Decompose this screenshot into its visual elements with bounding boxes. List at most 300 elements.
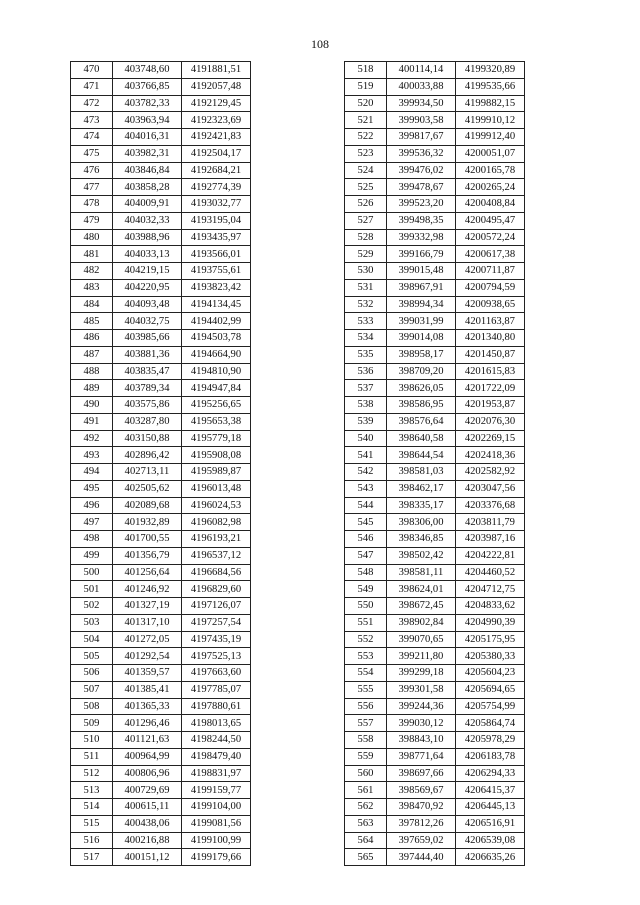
x-coordinate-cell: 398576,64	[387, 413, 456, 430]
table-row	[71, 648, 251, 665]
point-number-cell: 500	[71, 564, 113, 581]
table-row	[71, 313, 251, 330]
y-coordinate-cell: 4194810,90	[182, 363, 251, 380]
table-row	[345, 464, 525, 481]
table-row	[71, 62, 251, 79]
x-coordinate-cell: 398771,64	[387, 748, 456, 765]
table-row	[345, 196, 525, 213]
y-coordinate-cell: 4192057,48	[182, 78, 251, 95]
y-coordinate-cell: 4199912,40	[456, 129, 525, 146]
y-coordinate-cell: 4205864,74	[456, 715, 525, 732]
x-coordinate-cell: 397444,40	[387, 849, 456, 866]
x-coordinate-cell: 400729,69	[113, 782, 182, 799]
y-coordinate-cell: 4201340,80	[456, 330, 525, 347]
y-coordinate-cell: 4197257,54	[182, 614, 251, 631]
x-coordinate-cell: 404016,31	[113, 129, 182, 146]
y-coordinate-cell: 4203987,16	[456, 531, 525, 548]
y-coordinate-cell: 4205694,65	[456, 681, 525, 698]
point-number-cell: 515	[71, 815, 113, 832]
point-number-cell: 530	[345, 263, 387, 280]
y-coordinate-cell: 4201615,83	[456, 363, 525, 380]
x-coordinate-cell: 399030,12	[387, 715, 456, 732]
x-coordinate-cell: 402505,62	[113, 480, 182, 497]
table-row	[345, 782, 525, 799]
point-number-cell: 503	[71, 614, 113, 631]
x-coordinate-cell: 398644,54	[387, 447, 456, 464]
table-row	[71, 799, 251, 816]
x-coordinate-cell: 398335,17	[387, 497, 456, 514]
table-row	[345, 748, 525, 765]
x-coordinate-cell: 398462,17	[387, 480, 456, 497]
x-coordinate-cell: 401932,89	[113, 514, 182, 531]
table-row	[71, 296, 251, 313]
point-number-cell: 509	[71, 715, 113, 732]
table-row	[71, 665, 251, 682]
y-coordinate-cell: 4203811,79	[456, 514, 525, 531]
point-number-cell: 513	[71, 782, 113, 799]
y-coordinate-cell: 4206183,78	[456, 748, 525, 765]
table-row	[71, 698, 251, 715]
table-row	[71, 196, 251, 213]
point-number-cell: 544	[345, 497, 387, 514]
point-number-cell: 478	[71, 196, 113, 213]
point-number-cell: 548	[345, 564, 387, 581]
table-row	[71, 464, 251, 481]
point-number-cell: 505	[71, 648, 113, 665]
point-number-cell: 479	[71, 212, 113, 229]
point-number-cell: 508	[71, 698, 113, 715]
x-coordinate-cell: 399817,67	[387, 129, 456, 146]
y-coordinate-cell: 4194402,99	[182, 313, 251, 330]
y-coordinate-cell: 4204222,81	[456, 547, 525, 564]
table-row	[345, 112, 525, 129]
y-coordinate-cell: 4204712,75	[456, 581, 525, 598]
point-number-cell: 504	[71, 631, 113, 648]
table-row	[345, 246, 525, 263]
point-number-cell: 527	[345, 212, 387, 229]
y-coordinate-cell: 4200265,24	[456, 179, 525, 196]
y-coordinate-cell: 4199179,66	[182, 849, 251, 866]
point-number-cell: 551	[345, 614, 387, 631]
x-coordinate-cell: 399536,32	[387, 145, 456, 162]
point-number-cell: 545	[345, 514, 387, 531]
x-coordinate-cell: 398581,03	[387, 464, 456, 481]
point-number-cell: 526	[345, 196, 387, 213]
y-coordinate-cell: 4199100,99	[182, 832, 251, 849]
point-number-cell: 525	[345, 179, 387, 196]
x-coordinate-cell: 401365,33	[113, 698, 182, 715]
table-row	[345, 732, 525, 749]
x-coordinate-cell: 399476,02	[387, 162, 456, 179]
point-number-cell: 474	[71, 129, 113, 146]
table-row	[71, 631, 251, 648]
y-coordinate-cell: 4193435,97	[182, 229, 251, 246]
x-coordinate-cell: 400806,96	[113, 765, 182, 782]
y-coordinate-cell: 4193755,61	[182, 263, 251, 280]
point-number-cell: 559	[345, 748, 387, 765]
table-row	[71, 413, 251, 430]
point-number-cell: 549	[345, 581, 387, 598]
point-number-cell: 490	[71, 397, 113, 414]
x-coordinate-cell: 399031,99	[387, 313, 456, 330]
point-number-cell: 531	[345, 279, 387, 296]
point-number-cell: 492	[71, 430, 113, 447]
point-number-cell: 541	[345, 447, 387, 464]
y-coordinate-cell: 4200938,65	[456, 296, 525, 313]
point-number-cell: 540	[345, 430, 387, 447]
point-number-cell: 552	[345, 631, 387, 648]
table-row	[71, 363, 251, 380]
y-coordinate-cell: 4197785,07	[182, 681, 251, 698]
point-number-cell: 495	[71, 480, 113, 497]
table-row	[345, 765, 525, 782]
point-number-cell: 547	[345, 547, 387, 564]
point-number-cell: 482	[71, 263, 113, 280]
point-number-cell: 562	[345, 799, 387, 816]
y-coordinate-cell: 4201163,87	[456, 313, 525, 330]
table-row	[345, 296, 525, 313]
table-row	[71, 514, 251, 531]
table-row	[345, 95, 525, 112]
table-row	[345, 598, 525, 615]
y-coordinate-cell: 4194503,78	[182, 330, 251, 347]
point-number-cell: 480	[71, 229, 113, 246]
point-number-cell: 537	[345, 380, 387, 397]
table-row	[345, 849, 525, 866]
y-coordinate-cell: 4193032,77	[182, 196, 251, 213]
table-row	[71, 832, 251, 849]
table-row	[71, 246, 251, 263]
point-number-cell: 533	[345, 313, 387, 330]
y-coordinate-cell: 4205604,23	[456, 665, 525, 682]
table-row	[345, 430, 525, 447]
table-row	[345, 380, 525, 397]
x-coordinate-cell: 403835,47	[113, 363, 182, 380]
point-number-cell: 538	[345, 397, 387, 414]
x-coordinate-cell: 399015,48	[387, 263, 456, 280]
y-coordinate-cell: 4199535,66	[456, 78, 525, 95]
table-row	[345, 212, 525, 229]
y-coordinate-cell: 4202269,15	[456, 430, 525, 447]
point-number-cell: 472	[71, 95, 113, 112]
y-coordinate-cell: 4198244,50	[182, 732, 251, 749]
x-coordinate-cell: 401356,79	[113, 547, 182, 564]
table-row	[71, 564, 251, 581]
x-coordinate-cell: 400964,99	[113, 748, 182, 765]
point-number-cell: 523	[345, 145, 387, 162]
x-coordinate-cell: 400615,11	[113, 799, 182, 816]
point-number-cell: 555	[345, 681, 387, 698]
table-row	[71, 447, 251, 464]
table-row	[71, 849, 251, 866]
x-coordinate-cell: 403881,36	[113, 346, 182, 363]
table-row	[345, 681, 525, 698]
y-coordinate-cell: 4194134,45	[182, 296, 251, 313]
x-coordinate-cell: 400114,14	[387, 62, 456, 79]
table-row	[71, 497, 251, 514]
point-number-cell: 473	[71, 112, 113, 129]
point-number-cell: 535	[345, 346, 387, 363]
y-coordinate-cell: 4195908,08	[182, 447, 251, 464]
table-row	[345, 514, 525, 531]
y-coordinate-cell: 4206635,26	[456, 849, 525, 866]
y-coordinate-cell: 4196082,98	[182, 514, 251, 531]
y-coordinate-cell: 4196537,12	[182, 547, 251, 564]
table-row	[345, 78, 525, 95]
table-row	[71, 129, 251, 146]
point-number-cell: 506	[71, 665, 113, 682]
table-row	[345, 799, 525, 816]
table-row	[345, 330, 525, 347]
x-coordinate-cell: 403782,33	[113, 95, 182, 112]
table-row	[345, 698, 525, 715]
table-row	[345, 179, 525, 196]
y-coordinate-cell: 4205380,33	[456, 648, 525, 665]
table-row	[71, 681, 251, 698]
table-row	[71, 346, 251, 363]
x-coordinate-cell: 401359,57	[113, 665, 182, 682]
point-number-cell: 497	[71, 514, 113, 531]
x-coordinate-cell: 403766,85	[113, 78, 182, 95]
table-row	[345, 447, 525, 464]
table-row	[345, 346, 525, 363]
point-number-cell: 522	[345, 129, 387, 146]
table-row	[71, 547, 251, 564]
y-coordinate-cell: 4194664,90	[182, 346, 251, 363]
x-coordinate-cell: 400151,12	[113, 849, 182, 866]
table-row	[345, 631, 525, 648]
y-coordinate-cell: 4202418,36	[456, 447, 525, 464]
x-coordinate-cell: 398843,10	[387, 732, 456, 749]
x-coordinate-cell: 401296,46	[113, 715, 182, 732]
x-coordinate-cell: 398586,95	[387, 397, 456, 414]
y-coordinate-cell: 4192129,45	[182, 95, 251, 112]
x-coordinate-cell: 399070,65	[387, 631, 456, 648]
point-number-cell: 529	[345, 246, 387, 263]
x-coordinate-cell: 400438,06	[113, 815, 182, 832]
x-coordinate-cell: 397659,02	[387, 832, 456, 849]
y-coordinate-cell: 4196024,53	[182, 497, 251, 514]
y-coordinate-cell: 4203376,68	[456, 497, 525, 514]
point-number-cell: 534	[345, 330, 387, 347]
point-number-cell: 489	[71, 380, 113, 397]
y-coordinate-cell: 4199159,77	[182, 782, 251, 799]
y-coordinate-cell: 4196829,60	[182, 581, 251, 598]
y-coordinate-cell: 4192323,69	[182, 112, 251, 129]
point-number-cell: 501	[71, 581, 113, 598]
x-coordinate-cell: 403789,34	[113, 380, 182, 397]
point-number-cell: 481	[71, 246, 113, 263]
x-coordinate-cell: 404032,33	[113, 212, 182, 229]
y-coordinate-cell: 4198831,97	[182, 765, 251, 782]
table-row	[345, 581, 525, 598]
table-row	[345, 614, 525, 631]
table-row	[71, 748, 251, 765]
table-row	[345, 665, 525, 682]
x-coordinate-cell: 399014,08	[387, 330, 456, 347]
y-coordinate-cell: 4199320,89	[456, 62, 525, 79]
y-coordinate-cell: 4196193,21	[182, 531, 251, 548]
x-coordinate-cell: 397812,26	[387, 815, 456, 832]
x-coordinate-cell: 398346,85	[387, 531, 456, 548]
y-coordinate-cell: 4200051,07	[456, 145, 525, 162]
x-coordinate-cell: 400033,88	[387, 78, 456, 95]
coordinates-table-left	[70, 61, 251, 866]
point-number-cell: 561	[345, 782, 387, 799]
y-coordinate-cell: 4199882,15	[456, 95, 525, 112]
x-coordinate-cell: 399332,98	[387, 229, 456, 246]
point-number-cell: 564	[345, 832, 387, 849]
point-number-cell: 550	[345, 598, 387, 615]
y-coordinate-cell: 4192684,21	[182, 162, 251, 179]
y-coordinate-cell: 4197126,07	[182, 598, 251, 615]
y-coordinate-cell: 4195256,65	[182, 397, 251, 414]
table-row	[71, 78, 251, 95]
y-coordinate-cell: 4191881,51	[182, 62, 251, 79]
coordinates-table-right	[344, 61, 525, 866]
table-row	[345, 497, 525, 514]
point-number-cell: 556	[345, 698, 387, 715]
x-coordinate-cell: 399299,18	[387, 665, 456, 682]
point-number-cell: 487	[71, 346, 113, 363]
x-coordinate-cell: 399478,67	[387, 179, 456, 196]
table-row	[345, 648, 525, 665]
point-number-cell: 557	[345, 715, 387, 732]
x-coordinate-cell: 401700,55	[113, 531, 182, 548]
point-number-cell: 486	[71, 330, 113, 347]
x-coordinate-cell: 402089,68	[113, 497, 182, 514]
x-coordinate-cell: 398958,17	[387, 346, 456, 363]
table-row	[71, 480, 251, 497]
y-coordinate-cell: 4200794,59	[456, 279, 525, 296]
y-coordinate-cell: 4196684,56	[182, 564, 251, 581]
point-number-cell: 512	[71, 765, 113, 782]
x-coordinate-cell: 398626,05	[387, 380, 456, 397]
x-coordinate-cell: 402713,11	[113, 464, 182, 481]
y-coordinate-cell: 4195779,18	[182, 430, 251, 447]
x-coordinate-cell: 398624,01	[387, 581, 456, 598]
point-number-cell: 483	[71, 279, 113, 296]
x-coordinate-cell: 398967,91	[387, 279, 456, 296]
table-row	[345, 162, 525, 179]
point-number-cell: 546	[345, 531, 387, 548]
table-row	[71, 614, 251, 631]
point-number-cell: 475	[71, 145, 113, 162]
y-coordinate-cell: 4199104,00	[182, 799, 251, 816]
y-coordinate-cell: 4204833,62	[456, 598, 525, 615]
point-number-cell: 554	[345, 665, 387, 682]
y-coordinate-cell: 4202582,92	[456, 464, 525, 481]
x-coordinate-cell: 403858,28	[113, 179, 182, 196]
table-row	[71, 397, 251, 414]
x-coordinate-cell: 403748,60	[113, 62, 182, 79]
x-coordinate-cell: 399523,20	[387, 196, 456, 213]
table-row	[345, 531, 525, 548]
y-coordinate-cell: 4197435,19	[182, 631, 251, 648]
y-coordinate-cell: 4200495,47	[456, 212, 525, 229]
x-coordinate-cell: 403846,84	[113, 162, 182, 179]
table-row	[345, 815, 525, 832]
point-number-cell: 477	[71, 179, 113, 196]
x-coordinate-cell: 401317,10	[113, 614, 182, 631]
table-row	[71, 179, 251, 196]
y-coordinate-cell: 4195989,87	[182, 464, 251, 481]
x-coordinate-cell: 401272,05	[113, 631, 182, 648]
point-number-cell: 491	[71, 413, 113, 430]
point-number-cell: 510	[71, 732, 113, 749]
x-coordinate-cell: 403287,80	[113, 413, 182, 430]
table-body-right	[345, 62, 525, 866]
table-row	[71, 212, 251, 229]
point-number-cell: 485	[71, 313, 113, 330]
x-coordinate-cell: 399934,50	[387, 95, 456, 112]
y-coordinate-cell: 4200617,38	[456, 246, 525, 263]
x-coordinate-cell: 398672,45	[387, 598, 456, 615]
table-row	[71, 145, 251, 162]
table-row	[71, 430, 251, 447]
x-coordinate-cell: 403988,96	[113, 229, 182, 246]
y-coordinate-cell: 4200408,84	[456, 196, 525, 213]
x-coordinate-cell: 403982,31	[113, 145, 182, 162]
x-coordinate-cell: 398569,67	[387, 782, 456, 799]
point-number-cell: 502	[71, 598, 113, 615]
x-coordinate-cell: 398902,84	[387, 614, 456, 631]
y-coordinate-cell: 4194947,84	[182, 380, 251, 397]
table-body-left	[71, 62, 251, 866]
point-number-cell: 484	[71, 296, 113, 313]
y-coordinate-cell: 4192504,17	[182, 145, 251, 162]
table-row	[345, 397, 525, 414]
y-coordinate-cell: 4200711,87	[456, 263, 525, 280]
x-coordinate-cell: 398306,00	[387, 514, 456, 531]
x-coordinate-cell: 401246,92	[113, 581, 182, 598]
point-number-cell: 565	[345, 849, 387, 866]
table-row	[345, 263, 525, 280]
x-coordinate-cell: 398470,92	[387, 799, 456, 816]
x-coordinate-cell: 401327,19	[113, 598, 182, 615]
y-coordinate-cell: 4206445,13	[456, 799, 525, 816]
y-coordinate-cell: 4193195,04	[182, 212, 251, 229]
point-number-cell: 560	[345, 765, 387, 782]
x-coordinate-cell: 401385,41	[113, 681, 182, 698]
x-coordinate-cell: 399903,58	[387, 112, 456, 129]
table-row	[71, 229, 251, 246]
table-row	[71, 732, 251, 749]
y-coordinate-cell: 4205978,29	[456, 732, 525, 749]
point-number-cell: 494	[71, 464, 113, 481]
y-coordinate-cell: 4204460,52	[456, 564, 525, 581]
point-number-cell: 518	[345, 62, 387, 79]
y-coordinate-cell: 4200572,24	[456, 229, 525, 246]
y-coordinate-cell: 4206516,91	[456, 815, 525, 832]
point-number-cell: 539	[345, 413, 387, 430]
point-number-cell: 516	[71, 832, 113, 849]
table-row	[345, 129, 525, 146]
point-number-cell: 543	[345, 480, 387, 497]
x-coordinate-cell: 402896,42	[113, 447, 182, 464]
table-row	[345, 62, 525, 79]
y-coordinate-cell: 4205175,95	[456, 631, 525, 648]
point-number-cell: 563	[345, 815, 387, 832]
y-coordinate-cell: 4196013,48	[182, 480, 251, 497]
y-coordinate-cell: 4193566,01	[182, 246, 251, 263]
x-coordinate-cell: 404032,75	[113, 313, 182, 330]
y-coordinate-cell: 4206415,37	[456, 782, 525, 799]
y-coordinate-cell: 4193823,42	[182, 279, 251, 296]
point-number-cell: 553	[345, 648, 387, 665]
point-number-cell: 520	[345, 95, 387, 112]
table-row	[345, 480, 525, 497]
